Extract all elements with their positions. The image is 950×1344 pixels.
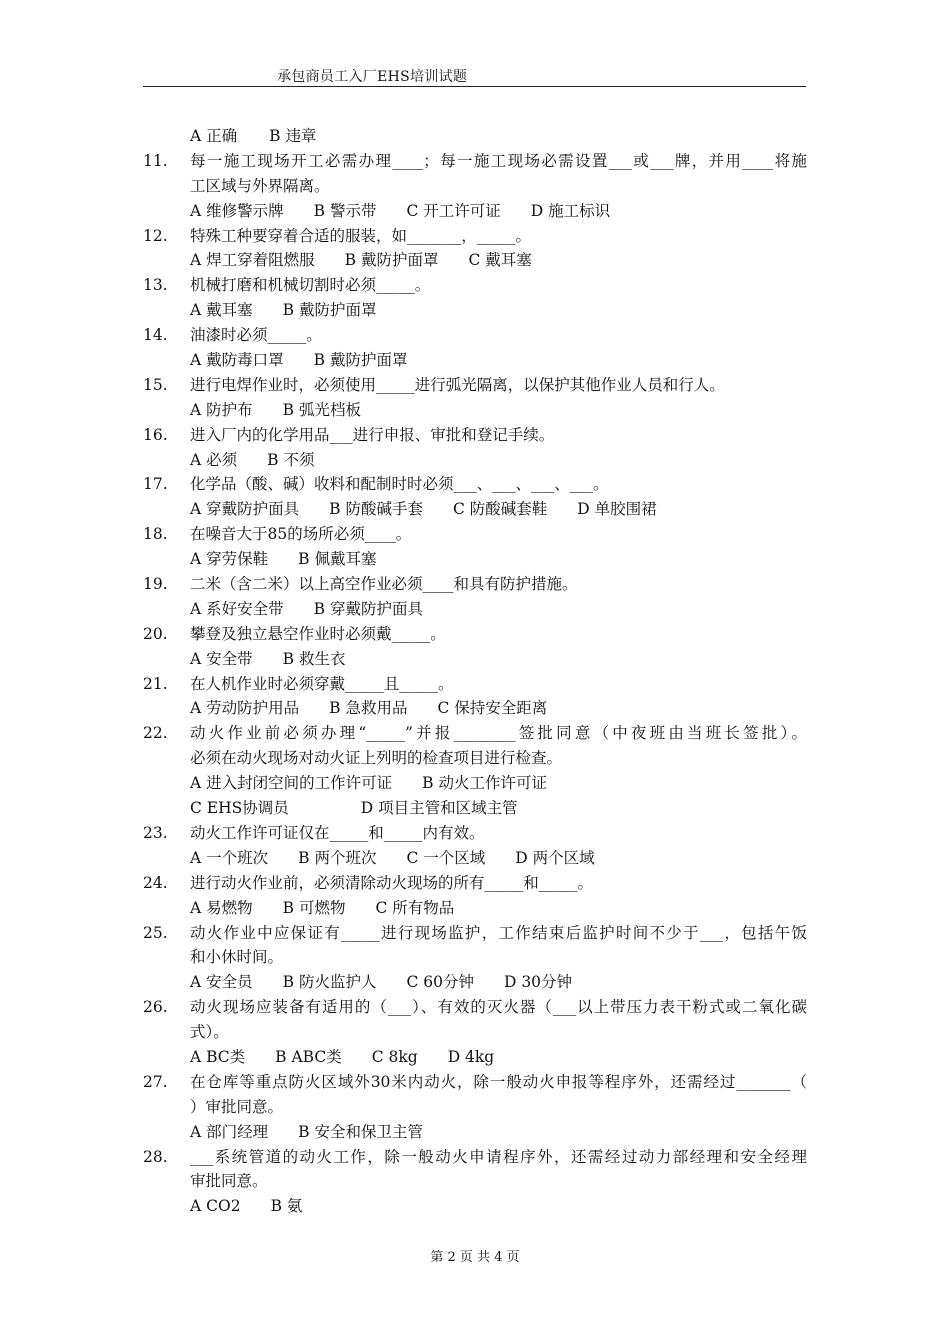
- answer-option: B 违章: [269, 127, 317, 145]
- question-line: [143, 1095, 807, 1120]
- question-line: [143, 273, 807, 298]
- question-number: 19.: [143, 575, 168, 594]
- option-row: [143, 124, 807, 149]
- question-number: 17.: [143, 475, 168, 494]
- answer-option: A 维修警示牌: [190, 201, 284, 220]
- question-line: [143, 721, 807, 746]
- question-line: [143, 622, 807, 647]
- question-number: 26.: [143, 998, 168, 1017]
- question-text: 机械打磨和机械切割时必须_____。: [190, 276, 431, 295]
- question-number: 24.: [143, 873, 168, 892]
- answer-option: A 焊工穿着阻燃服: [190, 251, 315, 270]
- question-line: [143, 149, 807, 174]
- question-line: [143, 224, 807, 249]
- question-text: ）审批同意。: [190, 1097, 284, 1116]
- answer-option: B 两个班次: [298, 848, 377, 867]
- answer-option: B 警示带: [313, 201, 377, 220]
- option-row: [143, 771, 807, 796]
- question-line: [143, 1169, 807, 1194]
- question-text: 审批同意。: [190, 1172, 268, 1191]
- question-line: [143, 522, 807, 547]
- answer-option: A 进入封闭空间的工作许可证: [190, 774, 393, 793]
- option-row: [143, 497, 807, 522]
- option-row: [143, 896, 807, 921]
- option-row: [143, 199, 807, 224]
- question-text: 化学品（酸、碱）收料和配制时时必须___、___、___、___。: [190, 475, 609, 494]
- option-row: [143, 846, 807, 871]
- answer-option: B 动火工作许可证: [422, 774, 547, 793]
- question-text: 在噪音大于85的场所必须____。: [190, 525, 412, 544]
- answer-option: A 易燃物: [190, 898, 253, 917]
- question-line: [143, 995, 807, 1020]
- question-number: 28.: [143, 1147, 168, 1166]
- answer-option: C 8kg: [371, 1047, 418, 1066]
- question-text: 二米（含二米）以上高空作业必须____和具有防护措施。: [190, 575, 578, 594]
- question-text: 式）。: [190, 1023, 229, 1042]
- option-row: [143, 647, 807, 672]
- question-number: 21.: [143, 674, 168, 693]
- question-line: [143, 373, 807, 398]
- question-text: 油漆时必须_____。: [190, 326, 322, 345]
- answer-option: A 正确: [190, 127, 238, 145]
- question-text: 在仓库等重点防火区域外30米内动火，除一般动火申报等程序外，还需经过_______（: [190, 1072, 807, 1091]
- question-number: 16.: [143, 425, 168, 444]
- question-line: [143, 921, 807, 946]
- option-row: [143, 448, 807, 473]
- question-text: 工区域与外界隔离。: [190, 176, 330, 195]
- answer-option: D 4kg: [447, 1047, 495, 1066]
- answer-option: C 戴耳塞: [468, 251, 532, 270]
- answer-option: B 弧光档板: [282, 400, 361, 419]
- question-line: [143, 821, 807, 846]
- answer-option: B 安全和保卫主管: [298, 1122, 423, 1141]
- answer-option: D 30分钟: [503, 973, 573, 992]
- question-line: [143, 945, 807, 970]
- answer-option: A CO2: [190, 1197, 241, 1216]
- answer-option: C 60分钟: [406, 973, 474, 992]
- question-line: [143, 1070, 807, 1095]
- question-text: 每一施工现场开工必需办理____；每一施工现场必需设置___或___牌，并用____将施: [190, 151, 807, 170]
- answer-option: A 戴防毒口罩: [190, 351, 284, 370]
- answer-option: A 安全带: [190, 649, 253, 668]
- option-row: [143, 298, 807, 323]
- answer-option: C 防酸碱套鞋: [452, 500, 548, 519]
- answer-option: B 戴防护面罩: [313, 351, 408, 370]
- answer-option: B 防酸碱手套: [329, 500, 423, 519]
- question-line: [143, 1145, 807, 1170]
- page-header: [143, 62, 806, 87]
- option-row: [143, 970, 807, 995]
- question-text: 动火作业中应保证有_____进行现场监护，工作结束后监护时间不少于___，包括午饭: [190, 923, 807, 942]
- answer-option: A 必须: [190, 450, 238, 469]
- answer-option: A 穿劳保鞋: [190, 550, 269, 569]
- answer-option: A 戴耳塞: [190, 301, 253, 320]
- question-number: 22.: [143, 724, 168, 743]
- question-number: 14.: [143, 326, 168, 345]
- answer-option: A BC类: [190, 1047, 246, 1066]
- question-line: [143, 1020, 807, 1045]
- question-line: [143, 672, 807, 697]
- question-number: 27.: [143, 1072, 168, 1091]
- question-line: [143, 746, 807, 771]
- answer-option: C EHS协调员: [190, 799, 289, 818]
- question-number: 20.: [143, 624, 168, 643]
- answer-option: C 一个区域: [406, 848, 486, 867]
- answer-option: D 施工标识: [530, 201, 611, 220]
- option-row: [143, 796, 807, 821]
- question-text: 必须在动火现场对动火证上列明的检查项目进行检查。: [190, 749, 563, 768]
- option-row: [143, 696, 807, 721]
- question-number: 12.: [143, 226, 168, 245]
- answer-option: B 救生衣: [282, 649, 346, 668]
- answer-option: B 急救用品: [329, 699, 408, 718]
- question-line: [143, 871, 807, 896]
- question-line: [143, 572, 807, 597]
- answer-option: A 劳动防护用品: [190, 699, 300, 718]
- answer-option: D 项目主管和区域主管: [360, 799, 518, 818]
- option-row: [143, 1045, 807, 1070]
- question-text: 特殊工种要穿着合适的服装，如_______，_____。: [190, 226, 532, 245]
- question-text: 进行电焊作业时，必须使用_____进行弧光隔离，以保护其他作业人员和行人。: [190, 375, 725, 394]
- answer-option: B 不须: [267, 450, 315, 469]
- answer-option: C 所有物品: [375, 898, 455, 917]
- question-text: 攀登及独立悬空作业时必须戴_____。: [190, 624, 446, 643]
- question-list: [143, 124, 807, 1219]
- answer-option: B 防火监护人: [282, 973, 377, 992]
- option-row: [143, 1194, 807, 1219]
- answer-option: D 单胶围裙: [577, 500, 657, 519]
- question-line: [143, 472, 807, 497]
- answer-option: D 两个区域: [515, 848, 595, 867]
- answer-option: A 系好安全带: [190, 599, 284, 618]
- answer-option: B 氨: [270, 1197, 303, 1216]
- question-number: 13.: [143, 276, 168, 295]
- answer-option: B 戴防护面罩: [344, 251, 439, 270]
- question-number: 11.: [143, 151, 168, 170]
- option-row: [143, 597, 807, 622]
- question-number: 18.: [143, 525, 168, 544]
- answer-option: A 防护布: [190, 400, 253, 419]
- answer-option: B 可燃物: [282, 898, 346, 917]
- answer-option: A 部门经理: [190, 1122, 269, 1141]
- answer-option: A 一个班次: [190, 848, 269, 867]
- question-line: [143, 323, 807, 348]
- answer-option: C 开工许可证: [406, 201, 501, 220]
- answer-option: B 戴防护面罩: [282, 301, 377, 320]
- answer-option: A 穿戴防护面具: [190, 500, 300, 519]
- question-text: 动火工作许可证仅在_____和_____内有效。: [190, 823, 485, 842]
- question-text: 和小休时间。: [190, 948, 284, 967]
- answer-option: B ABC类: [275, 1047, 342, 1066]
- question-text: 动火作业前必须办理“_____”并报________签批同意（中夜班由当班长签批）。: [190, 724, 807, 743]
- answer-option: B 佩戴耳塞: [298, 550, 377, 569]
- question-text: 动火现场应装备有适用的（___）、有效的灭火器（___以上带压力表干粉式或二氧化碳: [190, 998, 807, 1017]
- question-text: ___系统管道的动火工作，除一般动火申请程序外，还需经过动力部经理和安全经理: [190, 1147, 807, 1166]
- question-text: 进入厂内的化学用品___进行申报、审批和登记手续。: [190, 425, 555, 444]
- question-line: [143, 423, 807, 448]
- question-line: [143, 174, 807, 199]
- option-row: [143, 398, 807, 423]
- question-number: 25.: [143, 923, 168, 942]
- answer-option: C 保持安全距离: [437, 699, 548, 718]
- question-text: 在人机作业时必须穿戴_____且_____。: [190, 674, 454, 693]
- question-number: 23.: [143, 823, 168, 842]
- answer-option: A 安全员: [190, 973, 253, 992]
- option-row: [143, 547, 807, 572]
- option-row: [143, 248, 807, 273]
- page-footer: 第 2 页 共 4 页: [430, 1250, 520, 1265]
- header-title: 承包商员工入厂EHS培训试题: [277, 69, 468, 85]
- option-row: [143, 348, 807, 373]
- answer-option: B 穿戴防护面具: [313, 599, 423, 618]
- question-number: 15.: [143, 375, 168, 394]
- question-text: 进行动火作业前，必须清除动火现场的所有_____和_____。: [190, 873, 594, 892]
- option-row: [143, 1120, 807, 1145]
